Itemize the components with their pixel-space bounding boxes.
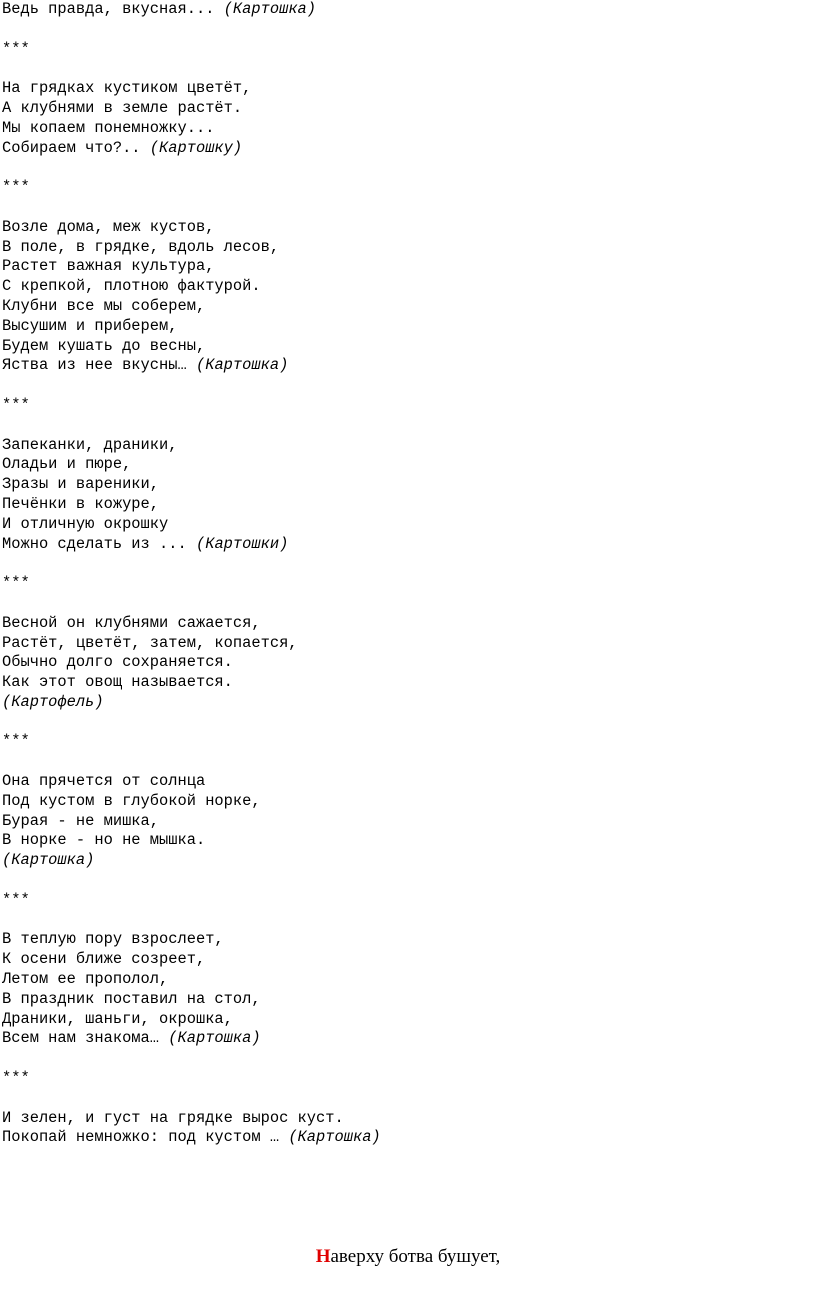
- line-text: Печёнки в кожуре,: [2, 494, 160, 513]
- line-text: Драники, шаньги, окрошка,: [2, 1009, 233, 1028]
- riddle-block: [2, 436, 812, 575]
- riddle-block: [2, 0, 812, 40]
- separator-stars: [2, 732, 812, 752]
- riddle-line: [2, 1128, 812, 1148]
- line-text: Растёт, цветёт, затем, копается,: [2, 633, 298, 652]
- line-text: С крепкой, плотною фактурой.: [2, 277, 261, 296]
- line-text: Весной он клубнями сажается,: [2, 613, 261, 632]
- line-text: Под кустом в глубокой норке,: [2, 791, 261, 810]
- riddle-line: [2, 930, 812, 950]
- riddle-block: [2, 79, 812, 178]
- separator: [2, 396, 812, 436]
- drop-capital: Н: [315, 1246, 331, 1267]
- separator: [2, 40, 812, 80]
- line-text: Запеканки, драники,: [2, 435, 178, 454]
- blank-line: [2, 1148, 812, 1168]
- blank-line: [2, 554, 812, 574]
- riddle-answer: (Картошка): [168, 1029, 261, 1048]
- riddle-answer: (Картошку): [149, 138, 243, 157]
- riddle-line: [2, 851, 812, 871]
- riddle-block: [2, 1109, 812, 1168]
- riddle-line: [2, 139, 812, 159]
- blank-line: [2, 1089, 812, 1109]
- line-text: Ведь правда, вкусная...: [2, 0, 224, 18]
- blank-line: [2, 713, 812, 733]
- line-text: А клубнями в земле растёт.: [2, 98, 243, 117]
- riddle-line: [2, 535, 812, 555]
- riddle-line: [2, 634, 812, 654]
- line-text: Мы копаем понемножку...: [2, 118, 215, 137]
- line-text: Клубни все мы соберем,: [2, 296, 206, 315]
- blank-line: [2, 198, 812, 218]
- blank-line: [2, 59, 812, 79]
- line-text: Растет важная культура,: [2, 257, 215, 276]
- riddle-line: [2, 1109, 812, 1129]
- riddle-line: [2, 356, 812, 376]
- riddle-answer: (Картофель): [2, 692, 104, 711]
- blank-line: [2, 911, 812, 931]
- riddle-line: [2, 277, 812, 297]
- riddle-line: [2, 337, 812, 357]
- blank-line: [2, 376, 812, 396]
- line-text: И отличную окрошку: [2, 514, 169, 533]
- riddle-line: [2, 297, 812, 317]
- riddle-line: [2, 317, 812, 337]
- line-text: Покопай немножко: под кустом …: [2, 1128, 289, 1147]
- blank-line: [2, 1049, 812, 1069]
- blank-line: [2, 20, 812, 40]
- line-text: Можно сделать из ...: [2, 534, 196, 553]
- line-text: В норке - но не мышка.: [2, 831, 206, 850]
- line-text: Возле дома, меж кустов,: [2, 217, 215, 236]
- riddle-block: [2, 218, 812, 396]
- riddle-line: [2, 812, 812, 832]
- separator: [2, 891, 812, 931]
- separator-stars: [2, 574, 812, 594]
- riddle-answer: (Картошка): [223, 0, 317, 18]
- line-text: На грядках кустиком цветёт,: [2, 79, 252, 98]
- next-riddle-text: аверху ботва бушует,: [330, 1246, 501, 1267]
- next-riddle-line: [0, 1246, 816, 1268]
- riddle-line: [2, 218, 812, 238]
- line-text: ***: [2, 890, 30, 909]
- riddle-line: [2, 792, 812, 812]
- separator-stars: [2, 396, 812, 416]
- riddle-line: [2, 653, 812, 673]
- blank-line: [2, 871, 812, 891]
- line-text: Обычно долго сохраняется.: [2, 653, 233, 672]
- riddle-line: [2, 614, 812, 634]
- line-text: Высушим и приберем,: [2, 316, 178, 335]
- line-text: Яства из нее вкусны…: [2, 356, 196, 375]
- riddle-answer: (Картошка): [195, 356, 289, 375]
- line-text: Собираем что?..: [2, 138, 150, 157]
- riddle-line: [2, 495, 812, 515]
- riddle-document: [2, 0, 812, 1168]
- riddle-line: [2, 970, 812, 990]
- riddle-line: [2, 436, 812, 456]
- riddle-line: [2, 1029, 812, 1049]
- riddle-line: [2, 475, 812, 495]
- line-text: ***: [2, 178, 30, 197]
- line-text: ***: [2, 574, 30, 593]
- riddle-line: [2, 772, 812, 792]
- separator: [2, 574, 812, 614]
- separator-stars: [2, 1069, 812, 1089]
- line-text: Летом ее прополол,: [2, 970, 169, 989]
- riddle-line: [2, 693, 812, 713]
- riddle-line: [2, 515, 812, 535]
- riddle-line: [2, 238, 812, 258]
- line-text: Как этот овощ называется.: [2, 673, 233, 692]
- riddle-line: [2, 831, 812, 851]
- separator-stars: [2, 40, 812, 60]
- line-text: И зелен, и густ на грядке вырос куст.: [2, 1108, 344, 1127]
- line-text: ***: [2, 395, 30, 414]
- separator-stars: [2, 178, 812, 198]
- separator: [2, 178, 812, 218]
- riddle-line: [2, 0, 812, 20]
- blank-line: [2, 752, 812, 772]
- line-text: В праздник поставил на стол,: [2, 989, 261, 1008]
- line-text: Она прячется от солнца: [2, 772, 206, 791]
- riddle-answer: (Картошки): [195, 534, 289, 553]
- riddle-block: [2, 614, 812, 733]
- line-text: В теплую пору взрослеет,: [2, 930, 224, 949]
- riddle-line: [2, 257, 812, 277]
- line-text: Будем кушать до весны,: [2, 336, 206, 355]
- riddle-line: [2, 990, 812, 1010]
- separator: [2, 732, 812, 772]
- line-text: Бурая - не мишка,: [2, 811, 160, 830]
- blank-line: [2, 158, 812, 178]
- riddle-answer: (Картошка): [2, 851, 95, 870]
- line-text: В поле, в грядке, вдоль лесов,: [2, 237, 280, 256]
- line-text: Зразы и вареники,: [2, 475, 160, 494]
- separator-stars: [2, 891, 812, 911]
- riddle-block: [2, 930, 812, 1069]
- riddle-line: [2, 119, 812, 139]
- line-text: ***: [2, 39, 30, 58]
- line-text: ***: [2, 1069, 30, 1088]
- riddle-line: [2, 950, 812, 970]
- riddle-line: [2, 673, 812, 693]
- riddle-line: [2, 455, 812, 475]
- riddle-line: [2, 1010, 812, 1030]
- riddle-line: [2, 79, 812, 99]
- blank-line: [2, 594, 812, 614]
- line-text: Всем нам знакома…: [2, 1029, 169, 1048]
- riddle-answer: (Картошка): [288, 1128, 381, 1147]
- riddle-line: [2, 99, 812, 119]
- riddle-block: [2, 772, 812, 891]
- line-text: Оладьи и пюре,: [2, 455, 132, 474]
- line-text: ***: [2, 732, 30, 751]
- separator: [2, 1069, 812, 1109]
- line-text: К осени ближе созреет,: [2, 950, 206, 969]
- blank-line: [2, 416, 812, 436]
